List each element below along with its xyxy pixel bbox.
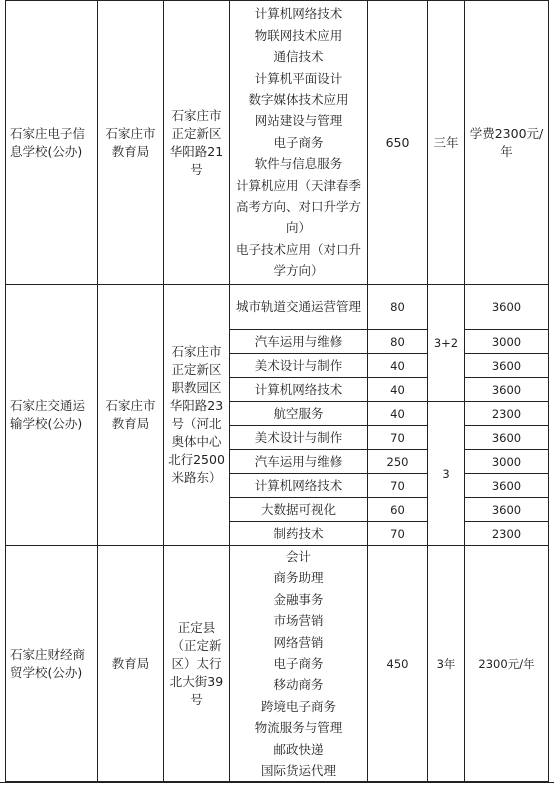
major-item: 计算机应用（天津春季高考方向、对口升学方向） <box>235 177 361 236</box>
tuition-fee: 3600 <box>465 378 549 402</box>
major-item: 市场营销 <box>273 613 324 629</box>
major-name: 美术设计与制作 <box>230 426 368 450</box>
enrollment-count: 70 <box>368 522 428 546</box>
major-name: 计算机网络技术 <box>230 474 368 498</box>
table-row <box>6 546 549 782</box>
enrollment-count: 650 <box>368 1 428 285</box>
enrollment-count: 40 <box>368 378 428 402</box>
major-item: 商务助理 <box>273 570 324 586</box>
major-name: 汽车运用与维修 <box>230 450 368 474</box>
school-authority: 石家庄市教育局 <box>98 1 164 285</box>
school-address: 石家庄市正定新区职教园区华阳路23号（河北奥体中心北行2500米路东） <box>164 285 230 546</box>
tuition-fee: 3600 <box>465 285 549 330</box>
major-item: 会计 <box>285 549 311 564</box>
table-row <box>6 285 549 330</box>
tuition-fee: 3600 <box>465 426 549 450</box>
major-list <box>230 546 368 782</box>
study-duration: 三年 <box>428 1 465 285</box>
major-item: 通信技术 <box>273 49 324 65</box>
enrollment-count: 70 <box>368 474 428 498</box>
major-item: 数字媒体技术应用 <box>248 91 349 107</box>
tuition-fee: 3600 <box>465 474 549 498</box>
school-authority: 教育局 <box>98 546 164 782</box>
major-name: 城市轨道交通运营管理 <box>230 285 368 330</box>
enrollment-count: 40 <box>368 354 428 378</box>
tuition-fee: 3000 <box>465 450 549 474</box>
major-item: 软件与信息服务 <box>254 156 343 172</box>
major-name: 美术设计与制作 <box>230 354 368 378</box>
major-item: 电子技术应用（对口升学方向） <box>235 241 361 279</box>
tuition-fee: 2300 <box>465 402 549 426</box>
enrollment-count: 250 <box>368 450 428 474</box>
major-item: 计算机网络技术 <box>254 6 343 22</box>
major-item: 国际货运代理 <box>260 763 336 779</box>
table-bottom-edge <box>0 782 554 788</box>
major-item: 邮政快递 <box>273 741 324 757</box>
tuition-fee: 3600 <box>465 498 549 522</box>
school-address: 正定县（正定新区）太行北大街39号 <box>164 546 230 782</box>
tuition-fee: 2300元/年 <box>465 546 549 782</box>
enrollment-table <box>5 0 549 782</box>
tuition-fee: 2300 <box>465 522 549 546</box>
enrollment-count: 80 <box>368 285 428 330</box>
school-name: 石家庄交通运输学校(公办) <box>6 285 98 546</box>
enrollment-count: 60 <box>368 498 428 522</box>
table-row <box>6 1 549 285</box>
major-name: 汽车运用与维修 <box>230 330 368 354</box>
enrollment-table-container <box>5 0 548 782</box>
tuition-fee: 3000 <box>465 330 549 354</box>
major-item: 网站建设与管理 <box>254 113 343 129</box>
major-name: 制药技术 <box>230 522 368 546</box>
enrollment-count: 80 <box>368 330 428 354</box>
study-duration: 3年 <box>428 546 465 782</box>
major-name: 大数据可视化 <box>230 498 368 522</box>
major-name: 航空服务 <box>230 402 368 426</box>
major-item: 移动商务 <box>273 677 324 693</box>
major-list <box>230 1 368 285</box>
major-item: 金融事务 <box>273 591 324 607</box>
tuition-fee: 学费2300元/年 <box>465 1 549 285</box>
school-authority: 石家庄市教育局 <box>98 285 164 546</box>
tuition-fee: 3600 <box>465 354 549 378</box>
major-item: 物流服务与管理 <box>254 720 343 736</box>
major-name: 计算机网络技术 <box>230 378 368 402</box>
enrollment-count: 70 <box>368 426 428 450</box>
major-item: 物联网技术应用 <box>254 27 343 43</box>
major-item: 电子商务 <box>273 134 324 150</box>
school-address: 石家庄市正定新区华阳路21号 <box>164 1 230 285</box>
enrollment-count: 40 <box>368 402 428 426</box>
enrollment-count: 450 <box>368 546 428 782</box>
school-name: 石家庄电子信息学校(公办) <box>6 1 98 285</box>
major-item: 计算机平面设计 <box>254 70 343 86</box>
study-duration: 3 <box>428 402 465 546</box>
major-item: 跨境电子商务 <box>260 698 336 714</box>
major-item: 电子商务 <box>273 656 324 672</box>
major-item: 网络营销 <box>273 634 324 650</box>
study-duration: 3+2 <box>428 285 465 402</box>
school-name: 石家庄财经商贸学校(公办) <box>6 546 98 782</box>
